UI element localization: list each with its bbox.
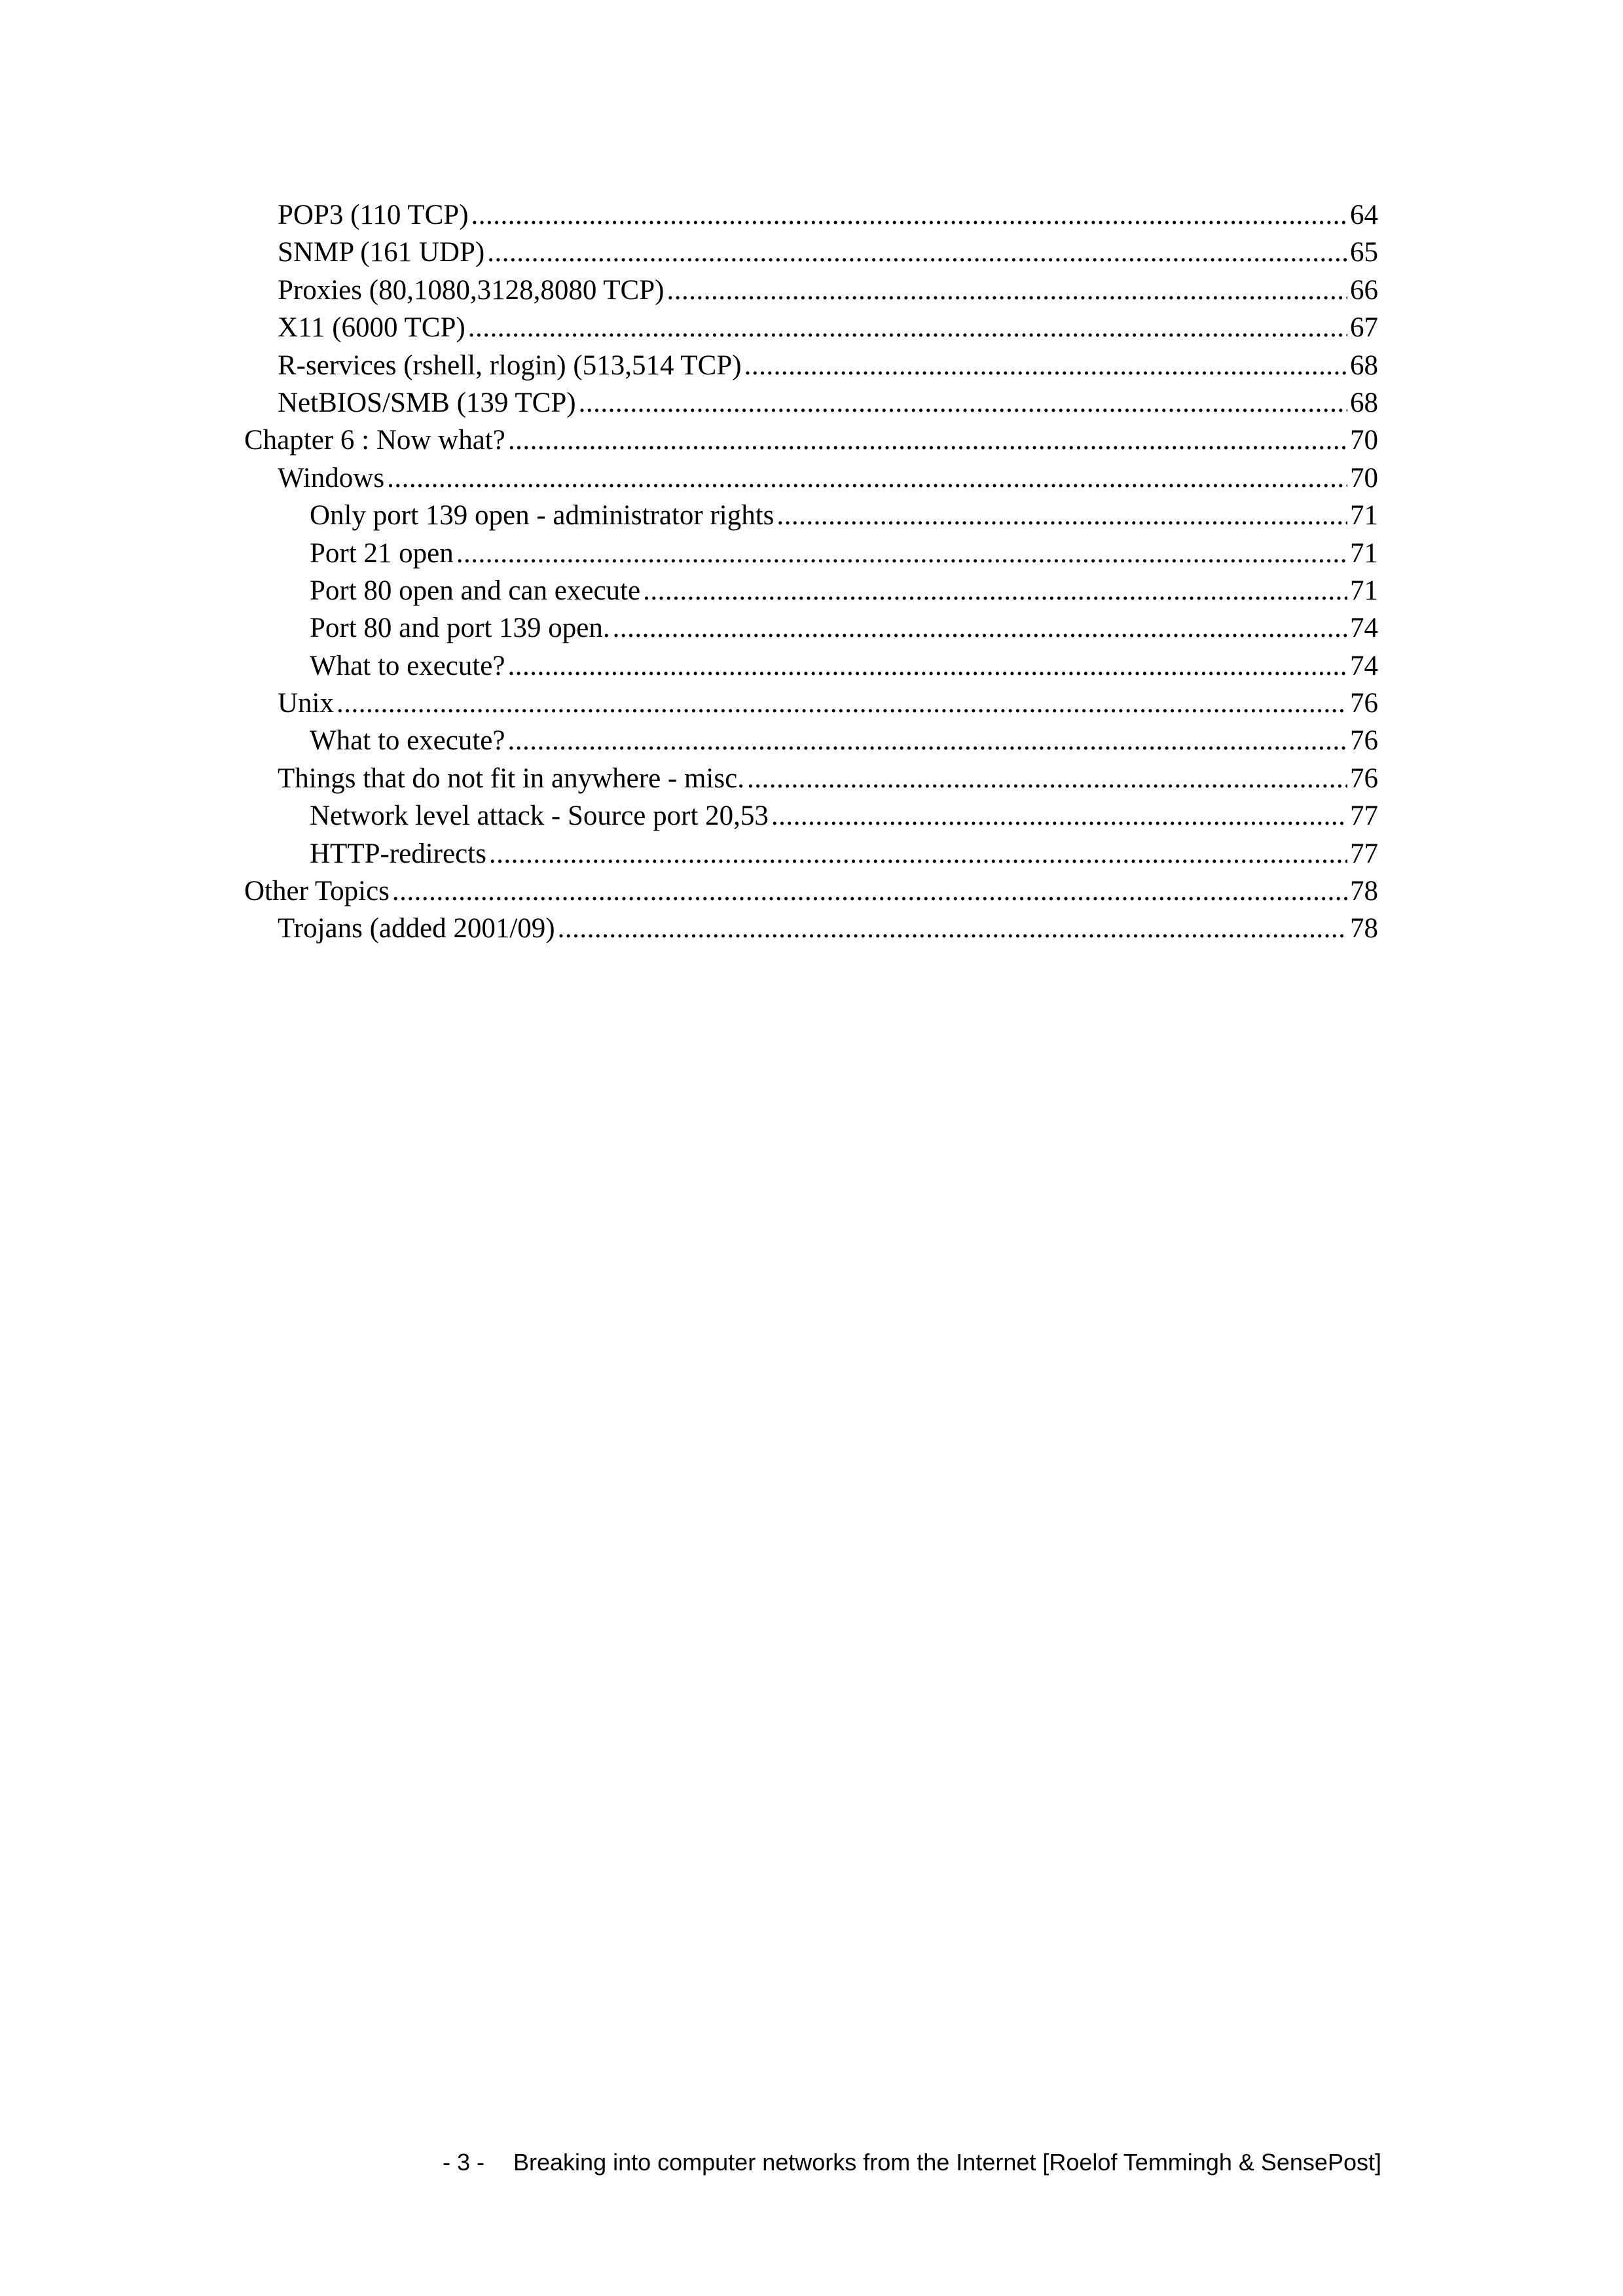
toc-entry[interactable] [244,910,1378,947]
toc-entry[interactable] [244,797,1378,834]
toc-entry[interactable] [244,384,1378,422]
toc-entry-title: What to execute? [310,650,505,681]
toc-entry[interactable] [244,234,1378,271]
toc-entry-page: 68 [1350,387,1378,418]
toc-entry-page: 78 [1350,913,1378,944]
toc-entry-page: 76 [1350,688,1378,719]
toc-entry[interactable] [244,685,1378,722]
toc-entry[interactable] [244,309,1378,346]
toc-entry-page: 71 [1350,575,1378,606]
page-footer [340,2149,1381,2176]
toc-dot-leader [579,384,1347,422]
toc-dot-leader [392,872,1347,910]
footer-page-number: - 3 - [442,2149,484,2176]
table-of-contents [244,196,1378,948]
toc-entry[interactable] [244,535,1378,572]
toc-dot-leader [387,459,1347,497]
toc-entry-page: 76 [1350,762,1378,794]
toc-entry-title: R-services (rshell, rlogin) (513,514 TCP) [278,350,742,381]
toc-entry-title: Network level attack - Source port 20,53 [310,800,769,832]
toc-dot-leader [613,609,1347,647]
toc-entry[interactable] [244,872,1378,910]
toc-entry[interactable] [244,196,1378,234]
toc-dot-leader [489,835,1347,872]
toc-entry-title: Port 21 open [310,537,454,569]
toc-entry-title: Things that do not fit in anywhere - misc. [278,762,744,794]
toc-dot-leader [771,797,1347,834]
toc-dot-leader [776,497,1347,534]
toc-entry-page: 70 [1350,425,1378,456]
toc-entry[interactable] [244,347,1378,384]
toc-entry-title: NetBIOS/SMB (139 TCP) [278,387,576,418]
toc-entry-title: HTTP-redirects [310,838,486,869]
toc-dot-leader [747,760,1347,797]
toc-entry[interactable] [244,572,1378,609]
toc-entry-page: 71 [1350,537,1378,569]
toc-entry-page: 71 [1350,500,1378,531]
toc-entry-title: Port 80 open and can execute [310,575,641,606]
toc-entry[interactable] [244,272,1378,309]
toc-dot-leader [666,272,1347,309]
toc-entry[interactable] [244,835,1378,872]
toc-entry-page: 74 [1350,650,1378,681]
toc-entry-page: 64 [1350,200,1378,230]
toc-dot-leader [507,647,1347,685]
toc-entry-title: Only port 139 open - administrator rights [310,500,775,531]
toc-entry-page: 74 [1350,613,1378,644]
toc-entry-page: 77 [1350,800,1378,832]
toc-entry-title: Proxies (80,1080,3128,8080 TCP) [278,274,665,306]
toc-dot-leader [508,422,1347,459]
toc-entry[interactable] [244,760,1378,797]
toc-dot-leader [487,234,1347,271]
toc-dot-leader [337,685,1347,722]
toc-dot-leader [468,309,1347,346]
toc-entry[interactable] [244,647,1378,685]
footer-text: Breaking into computer networks from the Internet [Roelof Temmingh & SensePost] [513,2149,1381,2176]
toc-entry-title: X11 (6000 TCP) [278,312,465,344]
toc-entry-page: 77 [1350,838,1378,869]
toc-entry-title: SNMP (161 UDP) [278,237,485,268]
toc-entry[interactable] [244,459,1378,497]
toc-entry-title: Trojans (added 2001/09) [278,913,555,944]
toc-dot-leader [558,910,1347,947]
toc-entry-page: 76 [1350,725,1378,757]
toc-entry-page: 66 [1350,274,1378,306]
toc-entry-title: Unix [278,688,334,719]
toc-entry[interactable] [244,722,1378,759]
toc-entry-title: Port 80 and port 139 open. [310,613,610,644]
toc-entry-page: 67 [1350,312,1378,344]
toc-entry-page: 65 [1350,237,1378,268]
toc-dot-leader [744,347,1347,384]
toc-entry-title: What to execute? [310,725,505,757]
toc-entry-title: Chapter 6 : Now what? [244,425,505,456]
toc-entry-title: Other Topics [244,876,390,907]
toc-entry-title: POP3 (110 TCP) [278,200,469,230]
toc-entry-page: 78 [1350,876,1378,907]
toc-dot-leader [471,196,1347,234]
toc-entry[interactable] [244,497,1378,534]
toc-dot-leader [456,535,1347,572]
toc-entry-page: 68 [1350,350,1378,381]
toc-entry-title: Windows [278,462,385,493]
toc-dot-leader [507,722,1347,759]
toc-dot-leader [643,572,1347,609]
toc-entry[interactable] [244,422,1378,459]
toc-entry-page: 70 [1350,462,1378,493]
toc-entry[interactable] [244,609,1378,647]
